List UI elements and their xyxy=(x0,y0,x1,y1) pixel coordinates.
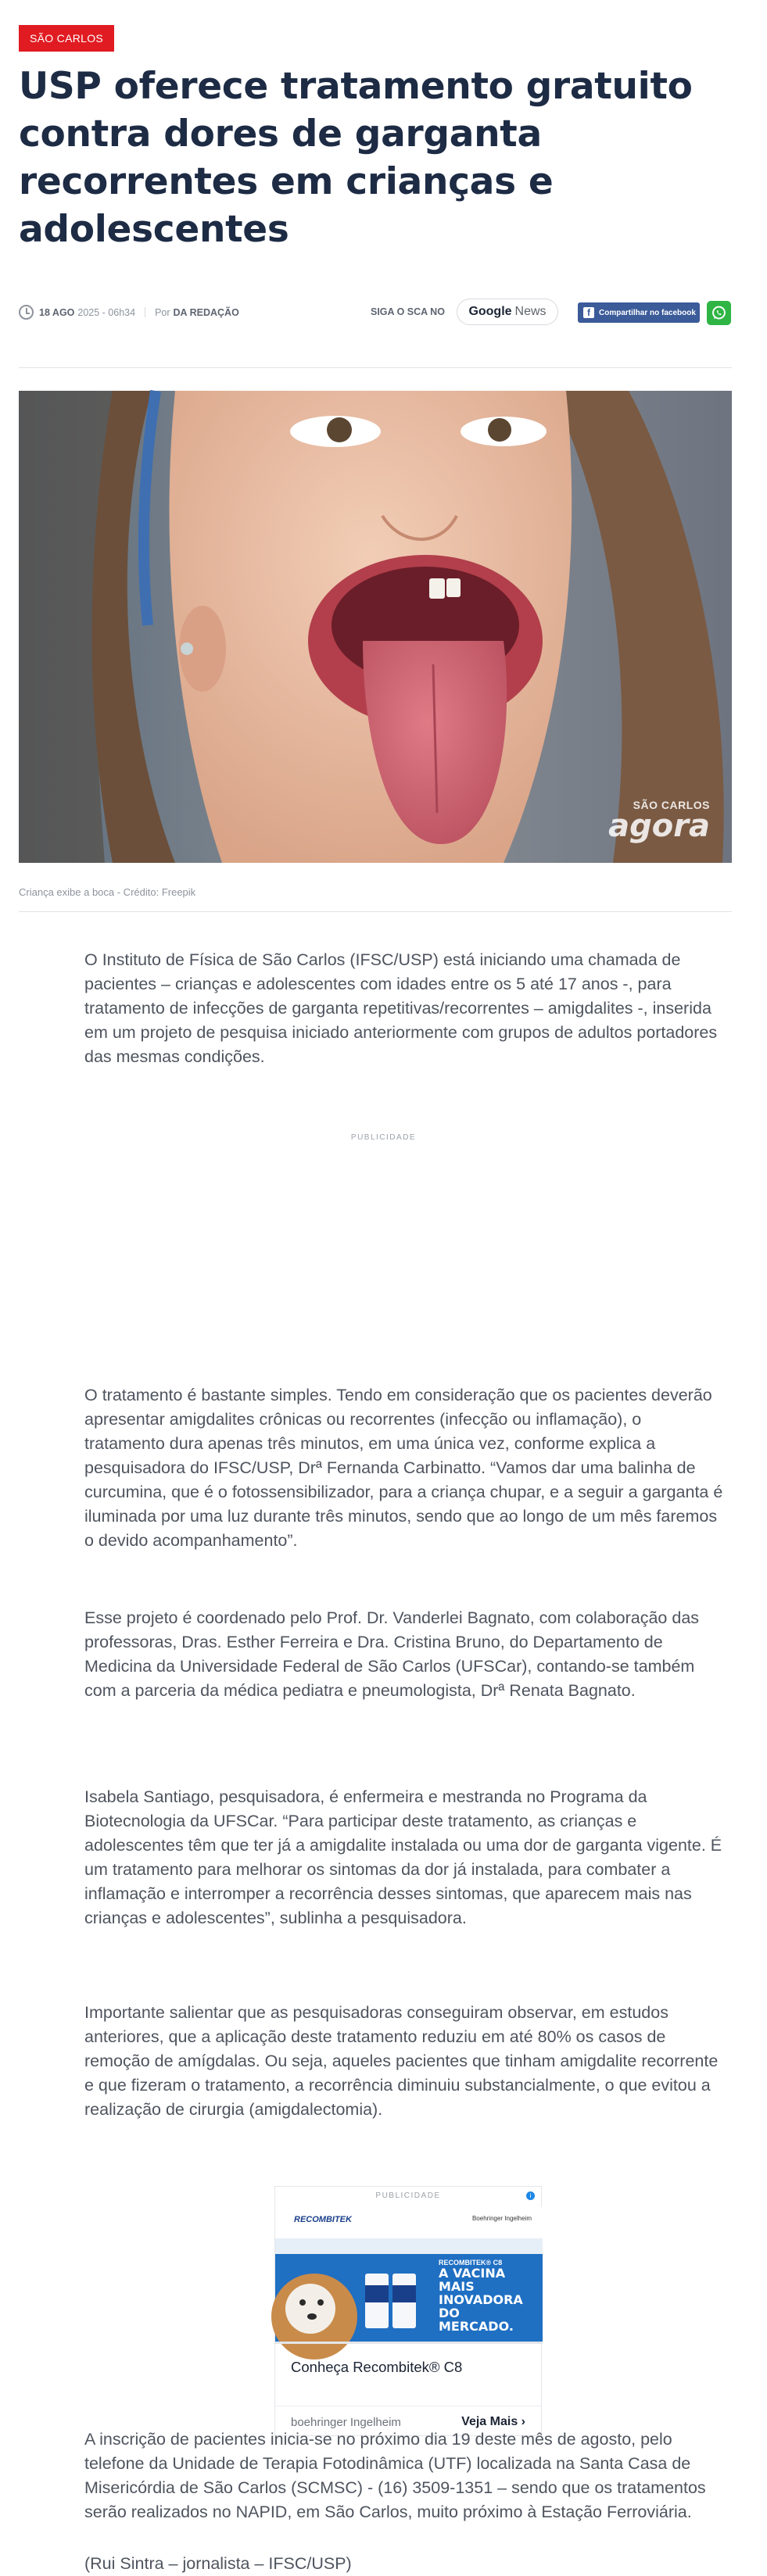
watermark xyxy=(608,799,710,844)
byline-label: Por xyxy=(155,306,170,318)
whatsapp-icon xyxy=(711,305,727,321)
image-caption: Criança exibe a boca - Crédito: Freepik xyxy=(19,886,196,898)
ad-advertiser: boehringer Ingelheim xyxy=(291,2416,401,2429)
ad-label: PUBLICIDADE xyxy=(350,1133,417,1142)
ad-label: PUBLICIDADE xyxy=(375,2191,441,2200)
facebook-icon: f xyxy=(583,307,594,318)
article-paragraph: Isabela Santiago, pesquisadora, é enfermeira e mestranda no Programa da Biotecnologia da UFSCar. “Para participar deste tratamento, as crianças e adolescentes têm que ter já a amigdalite instalada ou uma dor de garganta vigente. É um tratamento para melhorar os sintomas da dor já instalada, para combater a inflamação e interromper a recorrência desses sintomas, que aparecem mais nas crianças e adolescentes”, sublinha a pesquisadora. xyxy=(84,1787,722,1927)
whatsapp-share-button[interactable] xyxy=(707,301,731,325)
article-paragraph: Importante salientar que as pesquisadoras conseguiram observar, em estudos anteriores, que a aplicação deste tratamento reduziu em até 80% os casos de remoção de amígdalas. Ou seja, aqueles pacientes que tinham amigdalite recorrente e que fizeram o tratamento, a recorrência diminuiu substancialmente, o que evitou a realização de cirurgia (amigdalectomia). xyxy=(84,2003,719,2119)
article-title: USP oferece tratamento gratuito contra dores de garganta recorrentes em crianças e adolescentes xyxy=(19,65,693,251)
ad-image-headline xyxy=(439,2259,539,2333)
follow-label: SIGA O SCA NO xyxy=(371,306,445,317)
clock-icon xyxy=(19,305,34,320)
article-paragraph: Esse projeto é coordenado pelo Prof. Dr. Vanderlei Bagnato, com colaboração das professoras, Dras. Esther Ferreira e Dra. Cristina Bruno, do Departamento de Medicina da Universidade Federal de São Carlos (UFSCar), contando-se também com a parceria da médica pediatra e pneumologista, Drª Renata Bagnato. xyxy=(84,1608,700,1700)
ad-image[interactable] xyxy=(275,2207,543,2344)
facebook-share-label: Compartilhar no facebook xyxy=(599,308,696,317)
google-news-logo: Google xyxy=(468,305,512,318)
article-paragraph: O Instituto de Física de São Carlos (IFSC/USP) está iniciando uma chamada de pacientes – crianças e adolescentes com idades entre os 5 até 17 anos -, para tratamento de infecções de garganta repetitivas/recorrentes – amigdalites -, inserida em um projeto de pesquisa iniciado anteriormente com grupos de adultos portadores das mesmas condições. xyxy=(84,950,718,1066)
publish-day: 18 AGO xyxy=(39,306,75,318)
ad-cta-label: Veja Mais xyxy=(461,2415,518,2428)
ad-product-logo: RECOMBITEK xyxy=(294,2215,352,2224)
watermark-top: SÃO CARLOS xyxy=(633,799,710,811)
header-divider xyxy=(19,367,732,368)
caption-divider xyxy=(19,911,732,912)
publish-time: 2025 - 06h34 xyxy=(77,306,136,318)
ad-banner[interactable] xyxy=(274,2186,542,2436)
ad-cta-button[interactable]: Veja Mais › xyxy=(461,2415,525,2428)
article-credit: (Rui Sintra – jornalista – IFSC/USP) xyxy=(84,2554,352,2573)
ad-brand-logo: Boehringer Ingelheim xyxy=(471,2215,532,2222)
google-news-label: News xyxy=(514,305,547,318)
article-paragraph: A inscrição de pacientes inicia-se no próximo dia 19 deste mês de agosto, pelo telefone da Unidade de Terapia Fotodinâmica (UTF) localizada na Santa Casa de Misericórdia de São Carlos (SCMSC) - (16) 3509-1351 – sendo que os tratamentos serão realizados no NAPID, em São Carlos, muito próximo à Estação Ferroviária. xyxy=(84,2430,706,2521)
ad-image-subtitle: RECOMBITEK® C8 xyxy=(439,2259,503,2267)
google-news-button[interactable] xyxy=(457,299,558,325)
facebook-share-button[interactable] xyxy=(578,302,700,323)
ad-info-icon[interactable]: i xyxy=(526,2191,535,2200)
article-image xyxy=(19,391,732,863)
category-tag[interactable]: SÃO CARLOS xyxy=(19,25,114,52)
article-paragraph: O tratamento é bastante simples. Tendo em consideração que os pacientes deverão apresentar amigdalites crônicas ou recorrentes (infecção ou inflamação), o tratamento dura apenas três minutos, em uma única vez, conforme explica a pesquisadora do IFSC/USP, Drª Fernanda Carbinatto. “Vamos dar uma balinha de curcumina, que é o fotossensibilizador, para a criança chupar, e a seguir a garganta é iluminada por uma luz durante três minutos, sendo que ao longo de um mês faremos o devido acompanhamento”. xyxy=(84,1386,723,1550)
article-meta xyxy=(19,299,732,327)
author-name[interactable]: DA REDAÇÃO xyxy=(173,306,239,318)
ad-headline[interactable]: Conheça Recombitek® C8 xyxy=(291,2359,463,2375)
ad-image-title: A VACINA MAIS INOVADORA DO MERCADO. xyxy=(439,2266,523,2334)
publish-info xyxy=(19,305,239,320)
watermark-logo: agora xyxy=(608,808,710,844)
